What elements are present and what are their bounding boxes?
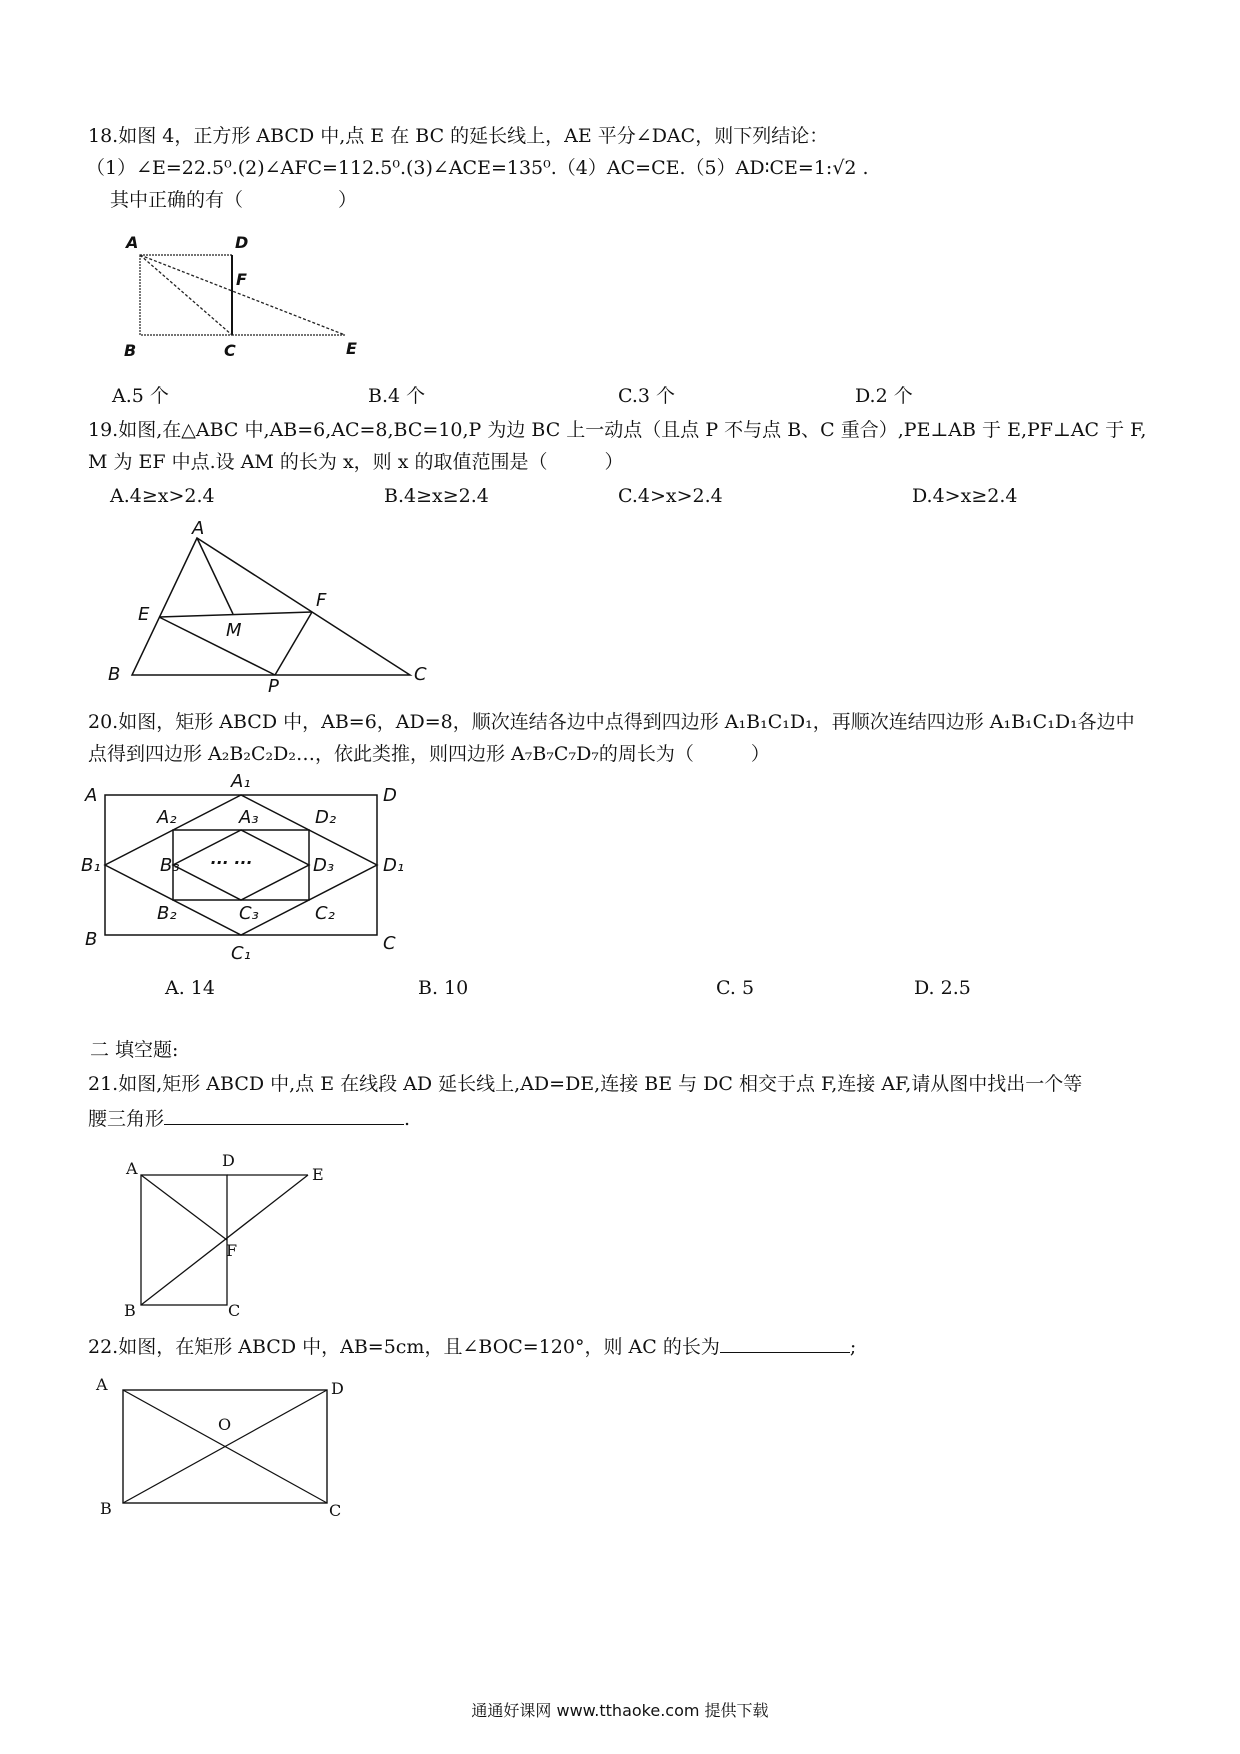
q20-line1: 20.如图，矩形 ABCD 中，AB=6，AD=8，顺次连结各边中点得到四边形 A₁B₁C₁D₁，再顺次连结四边形 A₁B₁C₁D₁各边中 xyxy=(88,711,1135,733)
q20-label-b1: B₁ xyxy=(81,855,101,876)
q21-label-b: B xyxy=(124,1301,136,1320)
q18-label-a: A xyxy=(126,233,139,252)
q21-line-af xyxy=(141,1175,227,1240)
q19-label-f: F xyxy=(316,590,327,611)
q20-label-d1: D₁ xyxy=(383,855,405,876)
q21-line1: 21.如图,矩形 ABCD 中,点 E 在线段 AD 延长线上,AD=DE,连接 BE 与 DC 相交于点 F,连接 AF,请从图中找出一个等 xyxy=(88,1073,1083,1095)
q20-label-b: B xyxy=(85,929,98,950)
q22-end: ; xyxy=(849,1336,857,1358)
q19-label-m: M xyxy=(226,620,242,641)
q21-line2-end: . xyxy=(404,1108,411,1130)
q21-line2-text: 腰三角形 xyxy=(88,1108,165,1130)
q19-option-c: C.4>x>2.4 xyxy=(618,485,723,507)
q22-label-d: D xyxy=(331,1379,344,1398)
page-footer: 通通好课网 www.tthaoke.com 提供下载 xyxy=(471,1701,769,1720)
q19-line-pf xyxy=(275,612,312,675)
q20-label-c: C xyxy=(383,933,396,954)
q20-figure xyxy=(81,765,425,970)
q18-label-f: F xyxy=(236,270,247,289)
q18-stem: 18.如图 4，正方形 ABCD 中,点 E 在 BC 的延长线上，AE 平分∠DAC，则下列结论： xyxy=(88,125,829,147)
q18-option-b: B.4 个 xyxy=(368,385,426,407)
q18-label-c: C xyxy=(224,341,236,360)
q19-triangle-abc xyxy=(132,538,410,675)
q20-option-c: C. 5 xyxy=(716,977,755,999)
q20-label-d: D xyxy=(383,785,397,806)
q21-line2 xyxy=(88,1106,410,1131)
q19-line2: M 为 EF 中点.设 AM 的长为 x，则 x 的取值范围是（ ） xyxy=(88,451,624,473)
q22-answer-blank[interactable] xyxy=(720,1334,850,1353)
q19-option-d: D.4>x≥2.4 xyxy=(912,485,1018,507)
q18-ask: 其中正确的有（ ） xyxy=(110,189,358,211)
q21-label-e: E xyxy=(312,1165,324,1184)
q20-label-a3: A₃ xyxy=(239,807,259,828)
q18-option-d: D.2 个 xyxy=(855,385,913,407)
q19-label-a: A xyxy=(192,518,205,539)
q21-label-a: A xyxy=(126,1159,138,1178)
q20-line2: 点得到四边形 A₂B₂C₂D₂…，依此类推，则四边形 A₇B₇C₇D₇的周长为（ ） xyxy=(88,743,770,765)
q20-label-d2: D₂ xyxy=(315,807,337,828)
q18-figure xyxy=(110,230,390,360)
q18-label-d: D xyxy=(235,233,249,252)
q20-label-a2: A₂ xyxy=(157,807,177,828)
q22-label-c: C xyxy=(329,1501,342,1520)
q20-label-c3: C₃ xyxy=(239,903,259,924)
q18-option-c: C.3 个 xyxy=(618,385,676,407)
q18-label-e: E xyxy=(346,339,357,358)
q19-line-ef xyxy=(159,612,312,617)
q20-label-d3: D₃ xyxy=(313,855,335,876)
q18-option-a: A.5 个 xyxy=(112,385,169,407)
q18-conclusions: （1）∠E=22.5⁰.(2)∠AFC=112.5⁰.(3)∠ACE=135⁰.（4）AC=CE.（5）AD∶CE=1:√2 . xyxy=(86,157,869,179)
q20-dots: ··· ··· xyxy=(210,853,253,872)
q22-label-o: O xyxy=(218,1415,232,1434)
q20-label-b2: B₂ xyxy=(157,903,177,924)
q19-label-b: B xyxy=(108,664,121,685)
q18-diagonal-ac xyxy=(140,255,232,335)
q22-figure xyxy=(90,1370,350,1520)
q19-label-e: E xyxy=(138,604,150,625)
q19-option-a: A.4≥x>2.4 xyxy=(110,485,215,507)
q18-line-ae xyxy=(140,255,345,335)
q21-figure xyxy=(118,1150,358,1320)
q20-option-d: D. 2.5 xyxy=(914,977,971,999)
section-fill-in-title: 二 填空题: xyxy=(90,1039,179,1061)
q20-option-b: B. 10 xyxy=(418,977,469,999)
q21-rect-abcd xyxy=(141,1175,227,1305)
q20-label-a: A xyxy=(85,785,98,806)
q21-answer-blank[interactable] xyxy=(164,1106,404,1125)
q20-label-c2: C₂ xyxy=(315,903,335,924)
q19-figure xyxy=(100,520,450,695)
q20-label-b3: B₃ xyxy=(160,855,180,876)
q19-line-pe xyxy=(159,617,275,675)
q20-label-c1: C₁ xyxy=(231,943,251,964)
q22-line xyxy=(88,1334,856,1359)
q19-option-b: B.4≥x≥2.4 xyxy=(384,485,489,507)
q19-line1: 19.如图,在△ABC 中,AB=6,AC=8,BC=10,P 为边 BC 上一动点（且点 P 不与点 B、C 重合）,PE⊥AB 于 E,PF⊥AC 于 F, xyxy=(88,419,1147,441)
q18-label-b: B xyxy=(124,341,137,360)
q21-label-c: C xyxy=(228,1301,241,1320)
q19-label-p: P xyxy=(268,676,279,697)
q20-label-a1: A₁ xyxy=(231,771,251,792)
q22-text: 22.如图，在矩形 ABCD 中，AB=5cm，且∠BOC=120°，则 AC 的长为 xyxy=(88,1336,720,1358)
q20-option-a: A. 14 xyxy=(165,977,215,999)
q22-label-b: B xyxy=(100,1499,112,1518)
q21-label-d: D xyxy=(222,1151,235,1170)
q19-label-c: C xyxy=(414,664,427,685)
q22-label-a: A xyxy=(96,1375,108,1394)
q21-label-f: F xyxy=(226,1241,238,1260)
